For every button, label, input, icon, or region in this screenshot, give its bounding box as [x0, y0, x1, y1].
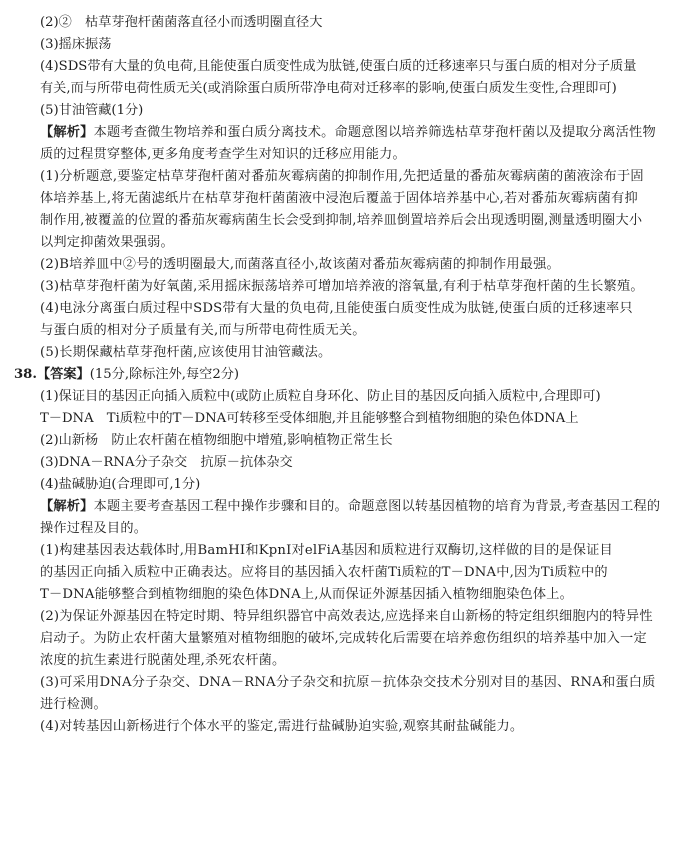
- q37-explanation-4-line1: (4)电泳分离蛋白质过程中SDS带有大量的负电荷,且能使蛋白质变性成为肽链,使蛋白质的迁移速率只: [40, 301, 633, 316]
- q37-answer-4-line2: 有关,而与所带电荷性质无关(或消除蛋白质所带净电荷对迁移率的影响,使蛋白质发生变性,合理即可): [40, 81, 617, 96]
- question-number: 38.: [14, 367, 37, 382]
- q37-explanation-1-line1: (1)分析题意,要鉴定枯草芽孢杆菌对番茄灰霉病菌的抑制作用,先把适量的番茄灰霉病菌的菌液涂布于固: [40, 169, 644, 184]
- explanation-tag: 【解析】: [40, 499, 94, 514]
- explanation-intro-text: 本题主要考查基因工程中操作步骤和目的。命题意图以转基因植物的培育为背景,考查基因工程的: [93, 499, 661, 514]
- q37-explanation-5: (5)长期保藏枯草芽孢杆菌,应该使用甘油管藏法。: [40, 345, 332, 360]
- q38-explanation-2-line1: (2)为保证外源基因在特定时期、特异组织器官中高效表达,应选择来自山新杨的特定组织细胞内的特异性: [40, 609, 653, 624]
- q38-header: [14, 364, 662, 386]
- q37-answer-3: (3)摇床振荡: [40, 37, 112, 52]
- answer-tag: 【答案】: [36, 367, 90, 382]
- q37-answers: [14, 12, 662, 122]
- q37-answer-4-line1: (4)SDS带有大量的负电荷,且能使蛋白质变性成为肽链,使蛋白质的迁移速率只与蛋白质的相对分子质量: [40, 59, 637, 74]
- q37-answer-5: (5)甘油管藏(1分): [40, 103, 144, 118]
- q38-explanation-3-line1: (3)可采用DNA分子杂交、DNA－RNA分子杂交和抗原－抗体杂交技术分别对目的基因、RNA和蛋白质: [40, 675, 656, 690]
- score-note: (15分,除标注外,每空2分): [89, 367, 240, 382]
- q38-explanation-1-line2: 的基因正向插入质粒中正确表达。应将目的基因插入农杆菌Ti质粒的T－DNA中,因为Ti质粒中的: [40, 565, 608, 580]
- q38-explanation-1-line1: (1)构建基因表达载体时,用BamHⅠ和KpnⅠ对elFiA基因和质粒进行双酶切,这样做的目的是保证目: [40, 543, 613, 558]
- q37-explanation-intro-line2: 质的过程贯穿整体,更多角度考查学生对知识的迁移应用能力。: [40, 147, 406, 162]
- q37-explanation-intro-line1: [14, 122, 662, 144]
- q38-answer-1-line1: (1)保证目的基因正向插入质粒中(或防止质粒自身环化、防止目的基因反向插入质粒中,合理即可): [40, 389, 601, 404]
- q38-explanation-4: (4)对转基因山新杨进行个体水平的鉴定,需进行盐碱胁迫实验,观察其耐盐碱能力。: [40, 719, 524, 734]
- q37-answer-2: (2)② 枯草芽孢杆菌菌落直径小而透明圈直径大: [40, 15, 323, 30]
- q38-explanation-1-line3: T－DNA能够整合到植物细胞的染色体DNA上,从而保证外源基因插入植物细胞染色体上。: [40, 587, 574, 602]
- explanation-intro-text: 本题考查微生物培养和蛋白质分离技术。命题意图以培养筛选枯草芽孢杆菌以及提取分离活性物: [93, 125, 656, 140]
- q38-explanation-intro-line1: [14, 496, 662, 518]
- q37-explanation-2: (2)B培养皿中②号的透明圈最大,而菌落直径小,故该菌对番茄灰霉病菌的抑制作用最强。: [40, 257, 560, 272]
- q38-explanation-intro-line2: 操作过程及目的。: [40, 521, 148, 536]
- q37-explanation: [14, 122, 662, 364]
- q38-explanation-2-line3: 浓度的抗生素进行脱菌处理,杀死农杆菌。: [40, 653, 286, 668]
- q38-explanation-3-line2: 进行检测。: [40, 697, 107, 712]
- q38-explanation-2-line2: 启动子。为防止农杆菌大量繁殖对植物细胞的破坏,完成转化后需要在培养愈伤组织的培养基中加入一定: [40, 631, 647, 646]
- q37-explanation-3: (3)枯草芽孢杆菌为好氧菌,采用摇床振荡培养可增加培养液的溶氧量,有利于枯草芽孢杆菌的生长繁殖。: [40, 279, 644, 294]
- explanation-tag: 【解析】: [40, 125, 94, 140]
- q38-block: [14, 364, 662, 738]
- q38-answer-2: (2)山新杨 防止农杆菌在植物细胞中增殖,影响植物正常生长: [40, 433, 393, 448]
- q37-explanation-1-line3: 制作用,被覆盖的位置的番茄灰霉病菌生长会受到抑制,培养皿倒置培养后会出现透明圈,测量透明圈大小: [40, 213, 643, 228]
- q38-answer-3: (3)DNA－RNA分子杂交 抗原－抗体杂交: [40, 455, 293, 470]
- q37-explanation-4-line2: 与蛋白质的相对分子质量有关,而与所带电荷性质无关。: [40, 323, 366, 338]
- q38-answer-1-line2: T－DNA Ti质粒中的T－DNA可转移至受体细胞,并且能够整合到植物细胞的染色体DNA上: [40, 411, 579, 426]
- q37-explanation-1-line4: 以判定抑菌效果强弱。: [40, 235, 174, 250]
- q38-answer-4: (4)盐碱胁迫(合理即可,1分): [40, 477, 201, 492]
- q37-explanation-1-line2: 体培养基上,将无菌滤纸片在枯草芽孢杆菌菌液中浸泡后覆盖于固体培养基中心,若对番茄灰霉病菌有抑: [40, 191, 638, 206]
